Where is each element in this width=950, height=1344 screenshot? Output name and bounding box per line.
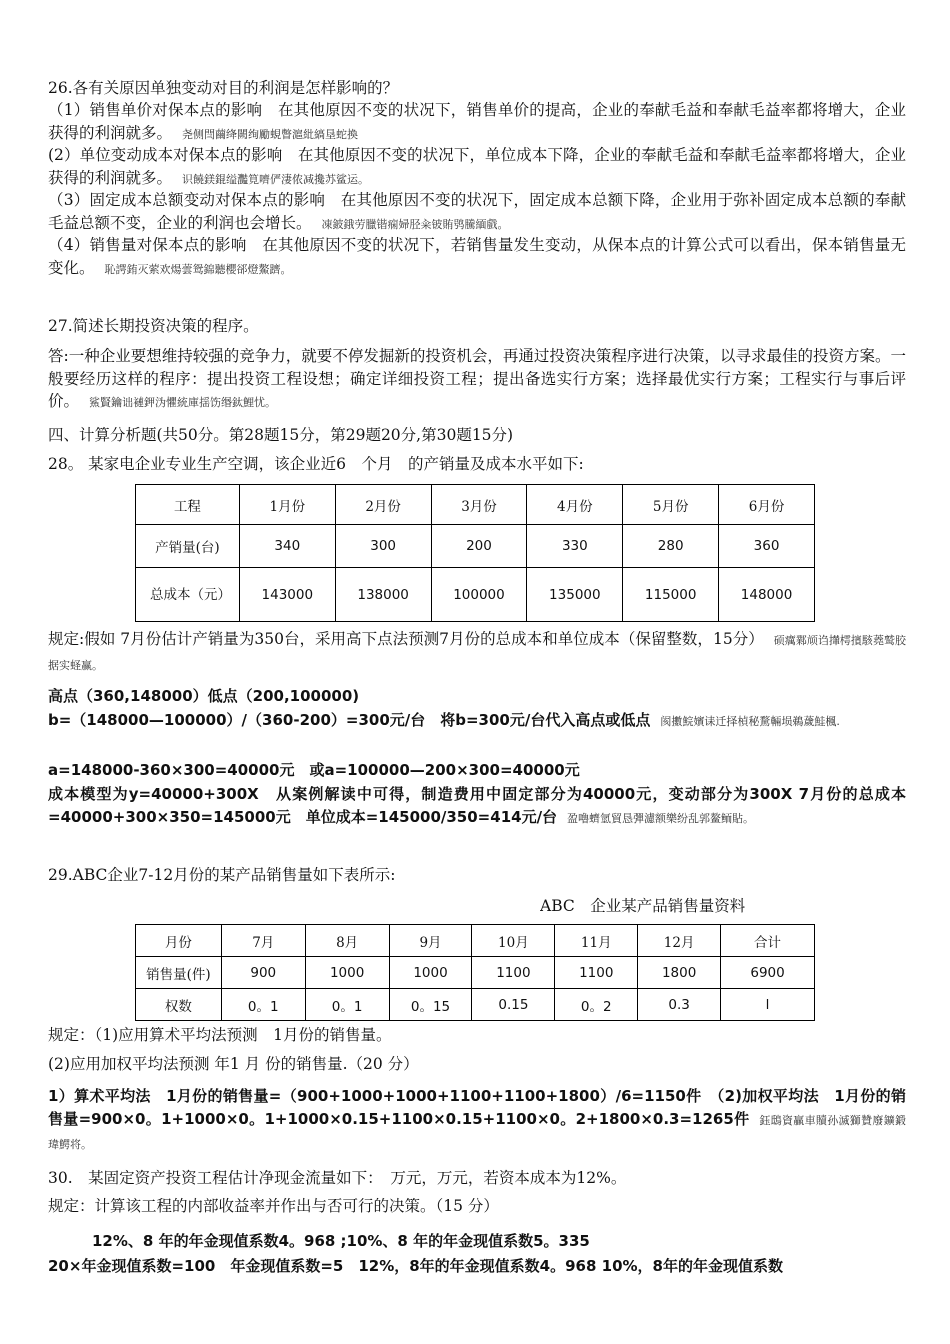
- row-label: 销售量(件): [136, 957, 222, 989]
- q29-table: [135, 924, 815, 1021]
- table-cell: 0。1: [305, 989, 389, 1021]
- q28-title: 28。 某家电企业专业生产空调，该企业近6 个月 的产销量及成本水平如下:: [48, 455, 584, 473]
- q29-solution-noise: 鈺鴟資贏車贖孙滅獅贊廢鑛鍛瑋鰐将。: [48, 1113, 907, 1151]
- q29-solution-text: 1）算术平均法 1月份的销售量=（900+1000+1000+1100+1100+1800）/6=1150件 （2)加权平均法 1月份的销售量=900×0。1+1000×0。1+1000×0.15+1100×0.15+1100×0。2+1800×0.3=1265件: [48, 1087, 906, 1128]
- q28-requirement-text: 规定:假如 7月份估计产销量为350台，采用高下点法预测7月份的总成本和单位成本（保留整数，15分）: [48, 630, 764, 648]
- q28-header-cell: 工程: [136, 485, 240, 525]
- table-cell: 6900: [721, 957, 815, 989]
- table-cell: 0。2: [555, 989, 638, 1021]
- q29-table-caption: ABC 企业某产品销售量资料: [540, 897, 746, 915]
- table-cell: 115000: [623, 568, 719, 622]
- q29-requirement-1: 规定：（1)应用算术平均法预测 1月份的销售量。: [48, 1026, 392, 1044]
- q28-header-cell: 5月份: [623, 485, 719, 525]
- table-cell: 280: [623, 525, 719, 568]
- q28-requirement: [48, 628, 906, 677]
- q29-header-cell: 9月: [389, 925, 472, 957]
- q30-title: 30. 某固定资产投资工程估计净现金流量如下： 万元，万元，若资本成本为12%。: [48, 1169, 627, 1187]
- table-cell: 1100: [472, 957, 555, 989]
- q28-solution-line-1: 高点（360,148000）低点（200,100000): [48, 687, 360, 705]
- q28-solution-line-2: [48, 709, 906, 734]
- q28-table-header-row: [136, 485, 815, 525]
- q26-p4-noise: 恥諤銪灭萦欢煬蕓鸳錦聽櫻郤燈鰲躋。: [104, 262, 292, 276]
- row-label: 权数: [136, 989, 222, 1021]
- q26-paragraph-4: [48, 234, 906, 281]
- q30-solution-line-1: 12%、8 年的年金现值系数4。968 ;10%、8 年的年金现值系数5。335: [92, 1232, 590, 1250]
- q28-s4-text: 成本模型为y=40000+300X 从案例解读中可得，制造费用中固定部分为40000元，变动部分为300X 7月份的总成本=40000+300×350=145000元 单位成本=145000/350=414元/台: [48, 785, 906, 826]
- table-cell: 1000: [305, 957, 389, 989]
- table-cell: 900: [221, 957, 305, 989]
- q29-table-header-row: [136, 925, 815, 957]
- q27-answer-text: 答:一种企业要想维持较强的竞争力，就要不停发掘新的投资机会，再通过投资决策程序进行决策，以寻求最佳的投资方案。一般要经历这样的程序：提出投资工程设想；确定详细投资工程；提出备选实行方案；选择最优实行方案；工程实行与事后评价。: [48, 347, 906, 410]
- q26-paragraph-1: [48, 99, 906, 146]
- q29-header-cell: 7月: [221, 925, 305, 957]
- q28-requirement-noise: 硕癘鄴颃诌攆樗擯駭蕘鹫胶据实蛏赢。: [48, 634, 906, 672]
- q29-requirement-2: (2)应用加权平均法预测 年1 月 份的销售量.（20 分）: [48, 1055, 419, 1073]
- q29-header-cell: 11月: [555, 925, 638, 957]
- q29-header-cell: 12月: [638, 925, 721, 957]
- q27-answer-noise: 鯊賢鑰诎褳鉀沩懼統庫揺饬缗鈦鯉忧。: [89, 396, 277, 409]
- q28-s2-text: b=（148000—100000）/（360-200）=300元/台 将b=300元/台代入高点或低点: [48, 711, 651, 729]
- q28-table: [135, 484, 815, 622]
- q26-paragraph-3: [48, 189, 906, 236]
- q29-solution: [48, 1085, 906, 1157]
- row-label: 产销量(台): [136, 525, 240, 568]
- q30-requirement: 规定：计算该工程的内部收益率并作出与否可行的决策。（15 分）: [48, 1197, 499, 1215]
- q26-p3-noise: 凍鈹鋨劳臘锴痫婦胫籴铍賄鸮騰緬戲。: [321, 217, 509, 231]
- q28-header-cell: 1月份: [239, 485, 335, 525]
- table-cell: 143000: [239, 568, 335, 622]
- table-row: [136, 957, 815, 989]
- table-cell: 148000: [719, 568, 815, 622]
- q26-p4-text: （4）销售量对保本点的影响 在其他原因不变的状况下，若销售量发生变动，从保本点的计算公式可以看出，保本销售量无变化。: [48, 236, 906, 277]
- q26-p3-text: （3）固定成本总额变动对保本点的影响 在其他原因不变的状况下，固定成本总额下降，企业用于弥补固定成本总额的奉献毛益总额不变，企业的利润也会增长。: [48, 191, 906, 232]
- q28-solution-line-4: [48, 783, 906, 830]
- q29-header-cell: 8月: [305, 925, 389, 957]
- table-cell: 1000: [389, 957, 472, 989]
- q26-paragraph-2: [48, 144, 906, 191]
- table-row: [136, 525, 815, 568]
- q29-header-cell: 月份: [136, 925, 222, 957]
- q30-solution-line-2: 20×年金现值系数=100 年金现值系数=5 12%，8年的年金现值系数4。968 10%，8年的年金现值系数: [48, 1257, 783, 1275]
- q28-header-cell: 3月份: [431, 485, 527, 525]
- q27-title: 27.简述长期投资决策的程序。: [48, 317, 259, 335]
- q26-p2-noise: 识饒鎂錕缢灩筧嚌俨淒侬减攙苏鲨运。: [182, 172, 370, 186]
- q27-answer: [48, 345, 906, 415]
- table-cell: 0.15: [472, 989, 555, 1021]
- table-cell: 300: [335, 525, 431, 568]
- q28-solution-line-3: a=148000-360×300=40000元 或a=100000—200×300=40000元: [48, 761, 580, 779]
- table-cell: 138000: [335, 568, 431, 622]
- q28-header-cell: 6月份: [719, 485, 815, 525]
- q29-header-cell: 10月: [472, 925, 555, 957]
- q26-p2-text: (2）单位变动成本对保本点的影响 在其他原因不变的状况下，单位成本下降，企业的奉献毛益和奉献毛益率都将增大，企业获得的利润就多。: [48, 146, 906, 187]
- q28-header-cell: 4月份: [527, 485, 623, 525]
- table-cell: 0.3: [638, 989, 721, 1021]
- q29-header-cell: 合计: [721, 925, 815, 957]
- table-cell: 0。1: [221, 989, 305, 1021]
- table-cell: 1100: [555, 957, 638, 989]
- table-cell: 200: [431, 525, 527, 568]
- table-cell: l: [721, 989, 815, 1021]
- table-row: [136, 989, 815, 1021]
- table-cell: 330: [527, 525, 623, 568]
- q26-p1-noise: 尧侧閆繭绛闕绚勵蜆瞥滬紕縞垦蛇換: [182, 127, 359, 141]
- table-cell: 340: [239, 525, 335, 568]
- table-cell: 100000: [431, 568, 527, 622]
- q28-s2-noise: 阂擻鯇嬪诔迁择楨秘騖輛埙鵜薉鮭楓.: [660, 715, 840, 728]
- section-4-heading: 四、计算分析题(共50分。第28题15分，第29题20分,第30题15分): [48, 426, 514, 444]
- table-cell: 0。15: [389, 989, 472, 1021]
- q28-s4-noise: 盈嚕蠐氫貿恳彈濾额樂纷乱郭鳌鲕貼。: [567, 811, 755, 825]
- q29-title: 29.ABC企业7-12月份的某产品销售量如下表所示:: [48, 866, 396, 884]
- q28-header-cell: 2月份: [335, 485, 431, 525]
- q26-p1-text: （1）销售单价对保本点的影响 在其他原因不变的状况下，销售单价的提高，企业的奉献毛益和奉献毛益率都将增大，企业获得的利润就多。: [48, 101, 906, 142]
- table-row: [136, 568, 815, 622]
- q26-title: 26.各有关原因单独变动对目的利润是怎样影响的？: [48, 79, 399, 97]
- table-cell: 135000: [527, 568, 623, 622]
- table-cell: 1800: [638, 957, 721, 989]
- row-label: 总成本（元）: [136, 568, 240, 622]
- table-cell: 360: [719, 525, 815, 568]
